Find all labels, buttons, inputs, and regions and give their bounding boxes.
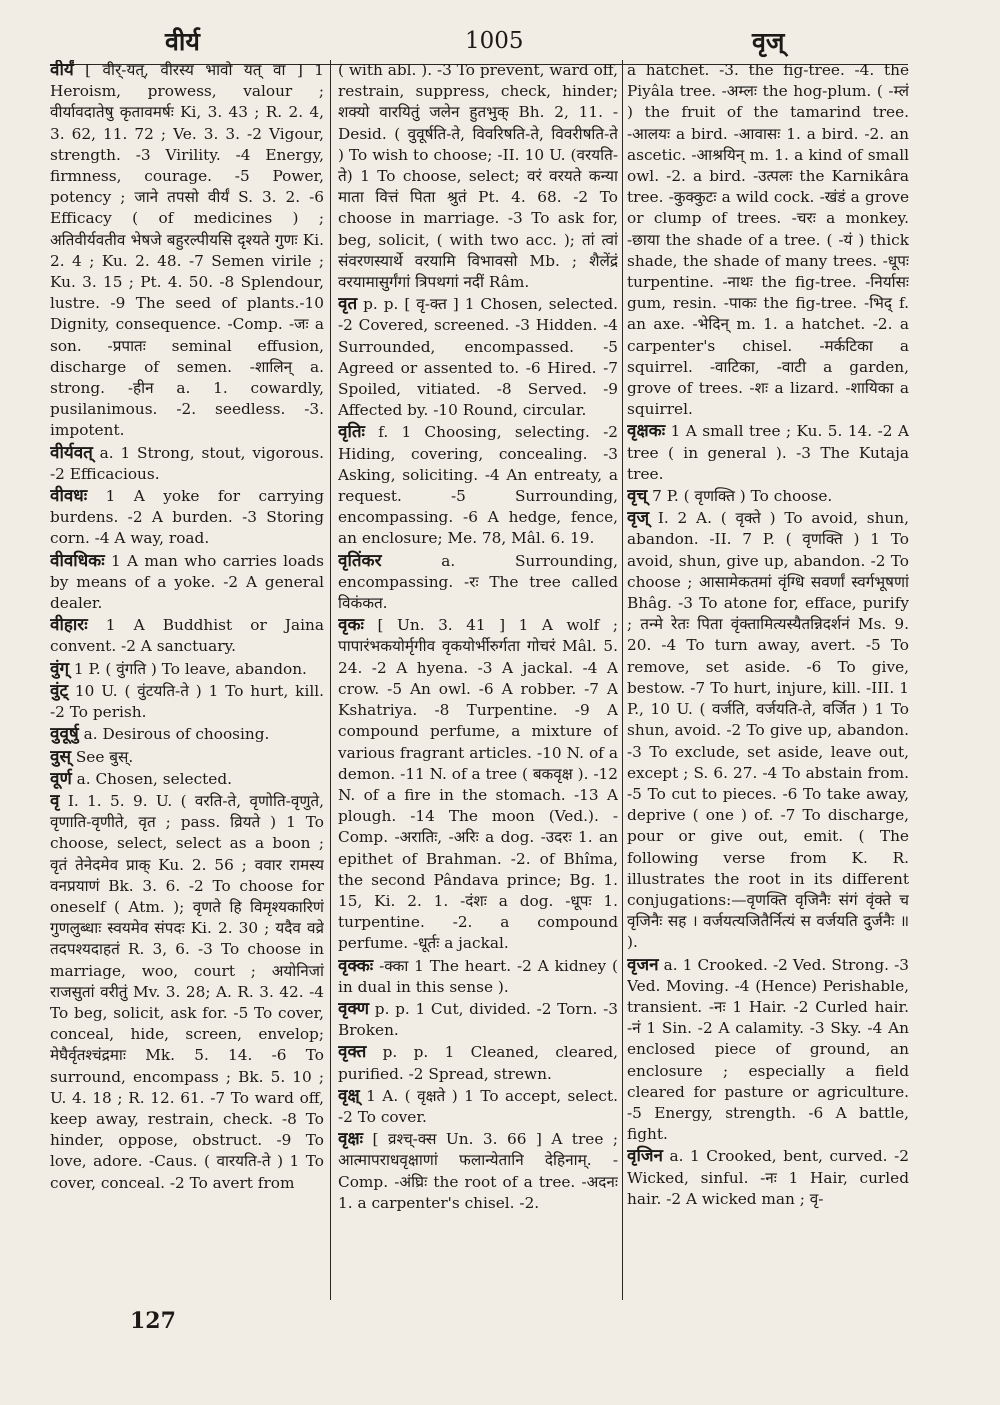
definition-text: 1 A Buddhist or Jaina convent. -2 A sanctuary. <box>50 616 324 656</box>
dictionary-entry <box>338 956 618 998</box>
headword: वृक्ष् <box>338 1085 360 1106</box>
headword: वृजिन <box>627 1146 663 1167</box>
definition-text: p. p. 1 Cut, divided. -2 Torn. -3 Broken. <box>338 999 618 1040</box>
definition-text: a. 1 Crooked. -2 Ved. Strong. -3 Ved. Moving. -4 (Hence) Perishable, transient. -नः 1 Hair. -2 Curled hair. -नं 1 Sin. -2 A calamity. -3 Sky. -4 An enclosed piece of ground, an enclosure ; especially a field cleared for pasture or agriculture. -5 Energy, strength. -6 A battle, fight. <box>627 955 909 1144</box>
dictionary-entry <box>50 791 324 1194</box>
headword: वृज् <box>627 508 650 529</box>
headword: वृजन <box>627 954 659 975</box>
definition-text: p. p. [ वृ-क्त ] 1 Chosen, selected. -2 Covered, screened. -3 Hidden. -4 Surrounded, encompassed. -5 Agreed or assented to. -6 Hired. -7 Spoiled, vitiated. -8 Served. -9 Affected by. -10 Round, circular. <box>338 295 618 420</box>
dictionary-entry <box>50 769 324 790</box>
dictionary-entry <box>338 1042 618 1084</box>
dictionary-entry <box>338 294 618 421</box>
headword: वृक्ण <box>338 998 370 1019</box>
column-divider <box>330 60 331 1300</box>
headword: वूर्ण <box>50 768 72 789</box>
headword: वुस् <box>50 746 71 767</box>
definition-text: p. p. 1 Cleaned, cleared, purified. -2 Spread, strewn. <box>338 1043 618 1083</box>
column-3 <box>627 60 909 1308</box>
definition-text: ( with abl. ). -3 To prevent, ward off, restrain, suppress, check, hinder; शक्यो वारयितुं जलेन हुतभुक् Bh. 2, 11. -Desid. ( वुवूर्षति-ते, विवरिषति-ते, विवरीषति-ते ) To wish to choose; -II. 10 U. (वरयति-ते) 1 To choose, select; वरं वरयते कन्या माता वित्तं पिता श्रुतं Pt. 4. 68. -2 To choose in marriage. -3 To ask for, beg, solicit, ( with two acc. ); तां त्वां संवरणस्यार्थे वरयामि विभावसो Mb. ; शैलेंद्रं वरयामासुर्गंगां त्रिपथगां नदीं Râm. <box>338 61 618 292</box>
dictionary-entry <box>50 747 324 768</box>
definition-text: -क्का 1 The heart. -2 A kidney ( in dual in this sense ). <box>338 956 618 996</box>
dictionary-entry <box>50 486 324 550</box>
definition-text: [ व्रश्च्-क्स Un. 3. 66 ] A tree ; आत्मापराधवृक्षाणां फलान्येतानि देहिनाम्. -Comp. -अंघ्रिः the root of a tree. -अदनः 1. a carpenter's chisel. -2. <box>338 1130 618 1212</box>
dictionary-entry <box>338 1086 618 1128</box>
headword: वुंग् <box>50 658 70 679</box>
definition-text: a. Desirous of choosing. <box>83 725 270 744</box>
headword: वृच् <box>627 486 648 507</box>
headword: वृक्षः <box>338 1129 364 1150</box>
guide-word-right: वृज् <box>752 27 785 56</box>
guide-word-left: वीर्य <box>165 27 200 56</box>
dictionary-entry <box>627 60 909 420</box>
dictionary-entry <box>50 681 324 723</box>
definition-text: a. Surrounding, encompassing. -रः The tree called विकंकत. <box>338 551 618 613</box>
headword: वुवूर्षु <box>50 724 79 745</box>
dictionary-entry <box>627 421 909 485</box>
dictionary-entry <box>50 615 324 657</box>
dictionary-entry <box>338 615 618 954</box>
headword: वीर्यं <box>50 60 74 80</box>
dictionary-entry <box>627 486 909 507</box>
dictionary-entry <box>338 999 618 1041</box>
definition-text: a. 1 Strong, stout, vigorous. -2 Efficacious. <box>50 443 324 483</box>
dictionary-entry <box>338 422 618 549</box>
definition-text: See बुस्. <box>75 747 134 766</box>
dictionary-entry <box>50 443 324 485</box>
dictionary-entry <box>50 551 324 615</box>
definition-text: 1 A man who carries loads by means of a yoke. -2 A general dealer. <box>50 551 324 613</box>
dictionary-entry <box>627 508 909 953</box>
definition-text: [ वीर्-यत्, वीरस्य भावो यत् वा ] 1 Heroism, prowess, valour ; वीर्यावदातेषु कृतावमर्षः Ki, 3. 43 ; R. 2. 4, 3. 62, 11. 72 ; Ve. 3. 3. -2 Vigour, strength. -3 Virility. -4 Energy, firmness, courage. -5 Power, potency ; जाने तपसो वीर्यं S. 3. 2. -6 Efficacy ( of medicines ) ; अतिवीर्यवतीव भेषजे बहुरल्पीयसि दृश्यते गुणः Ki. 2. 4 ; Ku. 2. 48. -7 Semen virile ; Ku. 3. 15 ; Pt. 4. 50. -8 Splendour, lustre. -9 The seed of plants.-10 Dignity, consequence. -Comp. -जः a son. -प्रपातः seminal effusion, discharge of semen. -शालिन् a. strong. -हीन a. 1. cowardly, pusilanimous. -2. seedless. -3. impotent. <box>50 61 324 440</box>
definition-text: 1 A yoke for carrying burdens. -2 A burden. -3 Storing corn. -4 A way, road. <box>50 487 324 548</box>
dictionary-entry <box>338 551 618 615</box>
headword: वृक्त <box>338 1042 367 1063</box>
dictionary-entry <box>50 724 324 745</box>
headword: वृक्कः <box>338 955 374 976</box>
dictionary-entry <box>627 1146 909 1210</box>
headword: वीर्यवत् <box>50 442 93 463</box>
dictionary-entry <box>50 659 324 680</box>
definition-text: a. Chosen, selected. <box>76 769 232 788</box>
headword: वृतिंकर <box>338 550 382 571</box>
definition-text: I. 1. 5. 9. U. ( वरति-ते, वृणोति-वृणुते, वृणाति-वृणीते, वृत ; pass. व्रियते ) 1 To choose, select, select as a boon ; वृतं तेनेदमेव प्राक् Ku. 2. 56 ; ववार रामस्य वनप्रयाणं Bk. 3. 6. -2 To choose for oneself ( Atm. ); वृणते हि विमृश्यकारिणं गुणलुब्धाः स्वयमेव संपदः Ki. 2. 30 ; यदैव वव्रे तदपश्यदाहतं R. 3, 6. -3 To choose in marriage, woo, court ; अयोनिजां राजसुतां वरीतुं Mv. 3. 28; A. R. 3. 42. -4 To beg, solicit, ask for. -5 To cover, conceal, hide, screen, envelop; मेघैर्वृतश्चंद्रमाः Mk. 5. 14. -6 To surround, encompass ; Bk. 5. 10 ; U. 4. 18 ; R. 12. 61. -7 To ward off, keep away, restrain, check. -8 To hinder, oppose, obstruct. -9 To love, adore. -Caus. ( वारयति-ते ) 1 To cover, conceal. -2 To avert from <box>50 791 324 1192</box>
definition-text: 1 A. ( वृक्षते ) 1 To accept, select. -2 To cover. <box>338 1086 618 1126</box>
headword: वृकः <box>338 615 364 636</box>
definition-text: 1 A small tree ; Ku. 5. 14. -2 A tree ( in general ). -3 The Kutaja tree. <box>627 422 909 483</box>
column-2 <box>338 60 618 1308</box>
column-divider <box>622 60 623 1300</box>
definition-text: 1 P. ( वुंगति ) To leave, abandon. <box>73 659 307 678</box>
headword: वृक्षकः <box>627 421 666 442</box>
headword: वृ <box>50 790 60 811</box>
dictionary-entry <box>338 60 618 293</box>
definition-text: I. 2 A. ( वृक्ते ) To avoid, shun, abandon. -II. 7 P. ( वृणक्ति ) 1 To avoid, shun, give up, abandon. -2 To choose ; आसामेकतमां वृंग्धि सवर्णां स्वर्गभूषणां Bhâg. -3 To atone for, efface, purify ; तन्मे रेतः पिता वृंक्तामित्यस्यैतन्निदर्शनं Ms. 9. 20. -4 To turn away, avert. -5 To remove, set aside. -6 To give, bestow. -7 To hurt, injure, kill. -III. 1 P., 10 U. ( वर्जति, वर्जयति-ते, वर्जित ) 1 To shun, avoid. -2 To give up, abandon. -3 To exclude, set aside, leave out, except ; S. 6. 27. -4 To abstain from. -5 To cut to pieces. -6 To take away, deprive ( one ) of. -7 To discharge, pour or give out, emit. ( The following verse from K. R. illustrates the root in its different conjugations:—वृणक्ति वृजिनैः संगं वृंक्ते च वृजिनैः सह । वर्जयत्यजितैर्नित्यं स वर्जयति दुर्जनैः ॥ ). <box>627 509 909 952</box>
dictionary-entry <box>50 60 324 442</box>
column-1 <box>50 60 324 1308</box>
headword: वीवधः <box>50 486 88 507</box>
definition-text: a hatchet. -3. the fig-tree. -4. the Piyâla tree. -अम्लः the hog-plum. ( -म्लं ) the fruit of the tamarind tree. -आलयः a bird. -आवासः 1. a bird. -2. an ascetic. -आश्रयिन् m. 1. a kind of small owl. -2. a bird. -उत्पलः the Karnikâra tree. -कुक्कुटः a wild cock. -खंडं a grove or clump of trees. -चरः a monkey. -छाया the shade of a tree. ( -यं ) thick shade, the shade of many trees. -धूपः turpentine. -नाथः the fig-tree. -निर्यासः gum, resin. -पाकः the fig-tree. -भिद् f. an axe. -भेदिन् m. 1. a hatchet. -2. a carpenter's chisel. -मर्कटिका a squirrel. -वाटिका, -वाटी a garden, grove of trees. -शः a lizard. -शायिका a squirrel. <box>627 61 909 419</box>
headword: वीवधिकः <box>50 550 105 571</box>
definition-text: f. 1 Choosing, selecting. -2 Hiding, covering, concealing. -3 Asking, soliciting. -4 An entreaty, a request. -5 Surrounding, encompassing. -6 A hedge, fence, an enclosure; Me. 78, Mâl. 6. 19. <box>338 423 618 548</box>
dictionary-entry <box>627 955 909 1146</box>
definition-text: a. 1 Crooked, bent, curved. -2 Wicked, sinful. -नः 1 Hair, curled hair. -2 A wicked man ; वृ- <box>627 1147 909 1208</box>
headword: वृत <box>338 294 358 315</box>
signature-mark: 127 <box>130 1308 176 1334</box>
headword: वीहारः <box>50 615 88 636</box>
page-number: 1005 <box>465 28 524 54</box>
definition-text: 10 U. ( वुंटयति-ते ) 1 To hurt, kill. -2 To perish. <box>50 681 324 722</box>
dictionary-entry <box>338 1129 618 1214</box>
headword: वृतिः <box>338 422 365 443</box>
definition-text: [ Un. 3. 41 ] 1 A wolf ; पापारंभकयोर्मृगीव वृकयोर्भीरुर्गता गोचरं Mâl. 5. 24. -2 A hyena. -3 A jackal. -4 A crow. -5 An owl. -6 A robber. -7 A Kshatriya. -8 Turpentine. -9 A compound perfume, a mixture of various fragrant articles. -10 N. of a demon. -11 N. of a tree ( बकवृक्ष ). -12 N. of a fire in the stomach. -13 A plough. -14 The moon (Ved.). -Comp. -अरातिः, -अरिः a dog. -उदरः 1. an epithet of Brahman. -2. of Bhîma, the second Pândava prince; Bg. 1. 15, Ki. 2. 1. -दंशः a dog. -धूपः 1. turpentine. -2. a compound perfume. -धूर्तः a jackal. <box>338 616 618 953</box>
definition-text: 7 P. ( वृणक्ति ) To choose. <box>652 487 833 506</box>
headword: वुंट् <box>50 680 69 701</box>
